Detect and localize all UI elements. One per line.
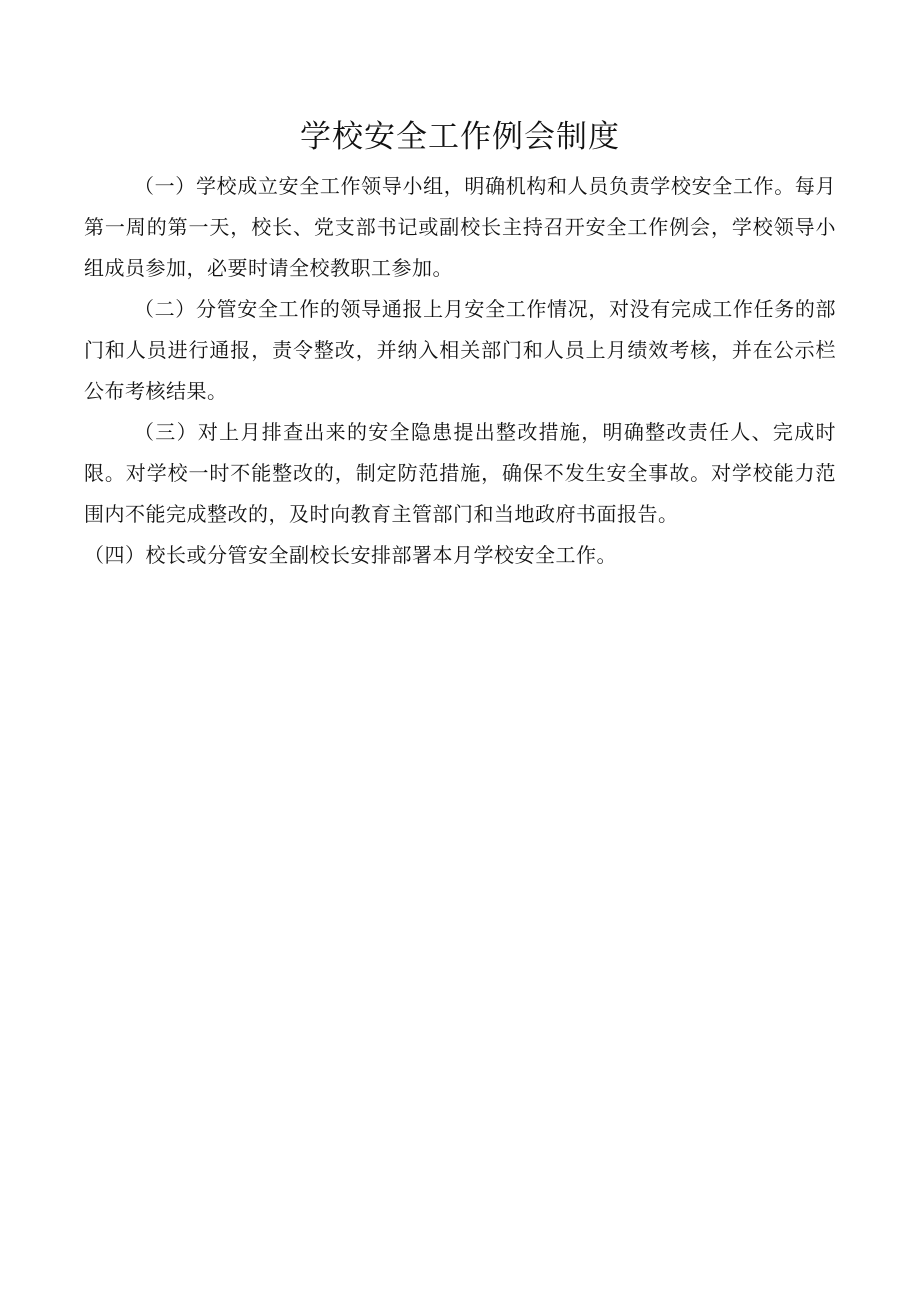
- paragraph-3: （三）对上月排查出来的安全隐患提出整改措施，明确整改责任人、完成时限。对学校一时不能整改的，制定防范措施，确保不发生安全事故。对学校能力范围内不能完成整改的，及时向教育主管部门和当地政府书面报告。: [84, 420, 836, 526]
- paragraph-2: （二）分管安全工作的领导通报上月安全工作情况，对没有完成工作任务的部门和人员进行通报，责令整改，并纳入相关部门和人员上月绩效考核，并在公示栏公布考核结果。: [84, 297, 836, 403]
- paragraph-4: （四）校长或分管安全副校长安排部署本月学校安全工作。: [84, 543, 617, 567]
- document-title: 学校安全工作例会制度: [300, 119, 620, 155]
- document-body: [84, 166, 836, 576]
- paragraph-1: （一）学校成立安全工作领导小组，明确机构和人员负责学校安全工作。每月第一周的第一天，校长、党支部书记或副校长主持召开安全工作例会，学校领导小组成员参加，必要时请全校教职工参加。: [84, 174, 836, 280]
